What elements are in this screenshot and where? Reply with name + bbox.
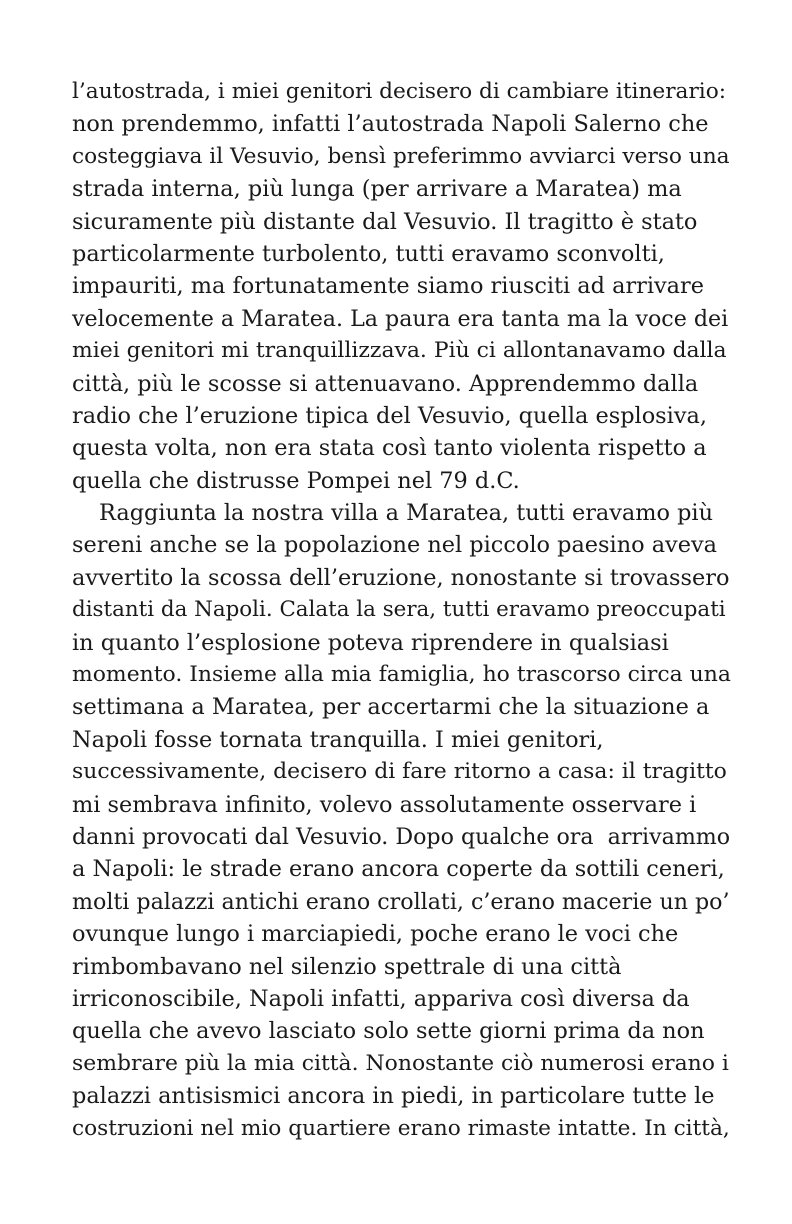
text-line: successivamente, decisero di fare ritorno a casa: il tragitto	[72, 759, 727, 785]
text-line: palazzi antisismici ancora in piedi, in particolare tutte le	[72, 1083, 715, 1110]
paragraph-2	[72, 497, 732, 1145]
text-line: rimbombavano nel silenzio spettrale di una città	[72, 953, 622, 980]
text-line: sereni anche se la popolazione nel piccolo paesino aveva	[72, 532, 717, 559]
paragraph-1	[72, 76, 732, 497]
text-line-indented: Raggiunta la nostra villa a Maratea, tutti eravamo più	[99, 500, 714, 527]
document-page	[72, 76, 732, 1145]
text-line: sicuramente più distante dal Vesuvio. Il tragitto è stato	[72, 208, 698, 235]
text-line: velocemente a Maratea. La paura era tanta ma la voce dei	[72, 305, 729, 332]
text-line: avvertito la scossa dell’eruzione, nonostante si trovassero	[72, 564, 730, 591]
text-line: Napoli fosse tornata tranquilla. I miei genitori,	[72, 726, 604, 753]
text-line: l’autostrada, i miei genitori decisero di cambiare itinerario:	[72, 79, 727, 104]
text-line: danni provocati dal Vesuvio. Dopo qualche ora arrivammo	[72, 823, 731, 850]
text-line: settimana a Maratea, per accertarmi che la situazione a	[72, 694, 710, 721]
text-line: città, più le scosse si attenuavano. Apprendemmo dalla	[72, 370, 699, 397]
text-line: molti palazzi antichi erano crollati, c’erano macerie un po’	[72, 888, 730, 915]
text-line: radio che l’eruzione tipica del Vesuvio, quella esplosiva,	[72, 402, 707, 429]
text-line: non prendemmo, infatti l’autostrada Napoli Salerno che	[72, 111, 709, 138]
text-line: irriconoscibile, Napoli infatti, appariva così diversa da	[72, 985, 690, 1012]
text-line: distanti da Napoli. Calata la sera, tutti eravamo preoccupati	[72, 597, 726, 623]
text-line: particolarmente turbolento, tutti eravamo sconvolti,	[72, 240, 665, 267]
text-line: strada interna, più lunga (per arrivare a Maratea) ma	[72, 176, 682, 203]
text-line: a Napoli: le strade erano ancora coperte da sottili ceneri,	[72, 856, 725, 883]
text-line: questa volta, non era stata così tanto violenta rispetto a	[72, 435, 707, 462]
text-line: costruzioni nel mio quartiere erano rimaste intatte. In città,	[72, 1115, 730, 1141]
text-line: impauriti, ma fortunatamente siamo riusciti ad arrivare	[72, 273, 704, 300]
text-line: mi sembrava infinito, volevo assolutamente osservare i	[72, 791, 697, 818]
text-line: in quanto l’esplosione poteva riprendere in qualsiasi	[72, 629, 669, 656]
text-line: momento. Insieme alla mia famiglia, ho trascorso circa una	[72, 662, 731, 688]
text-line: ovunque lungo i marciapiedi, poche erano le voci che	[72, 921, 679, 948]
text-line: quella che distrusse Pompei nel 79 d.C.	[72, 467, 520, 494]
text-line: costeggiava il Vesuvio, bensì preferimmo avviarci verso una	[72, 143, 730, 169]
text-line: quella che avevo lasciato solo sette giorni prima da non	[72, 1018, 705, 1045]
text-line: sembrare più la mia città. Nonostante ciò numerosi erano i	[72, 1050, 729, 1076]
text-line: miei genitori mi tranquillizzava. Più ci allontanavamo dalla	[72, 338, 727, 364]
